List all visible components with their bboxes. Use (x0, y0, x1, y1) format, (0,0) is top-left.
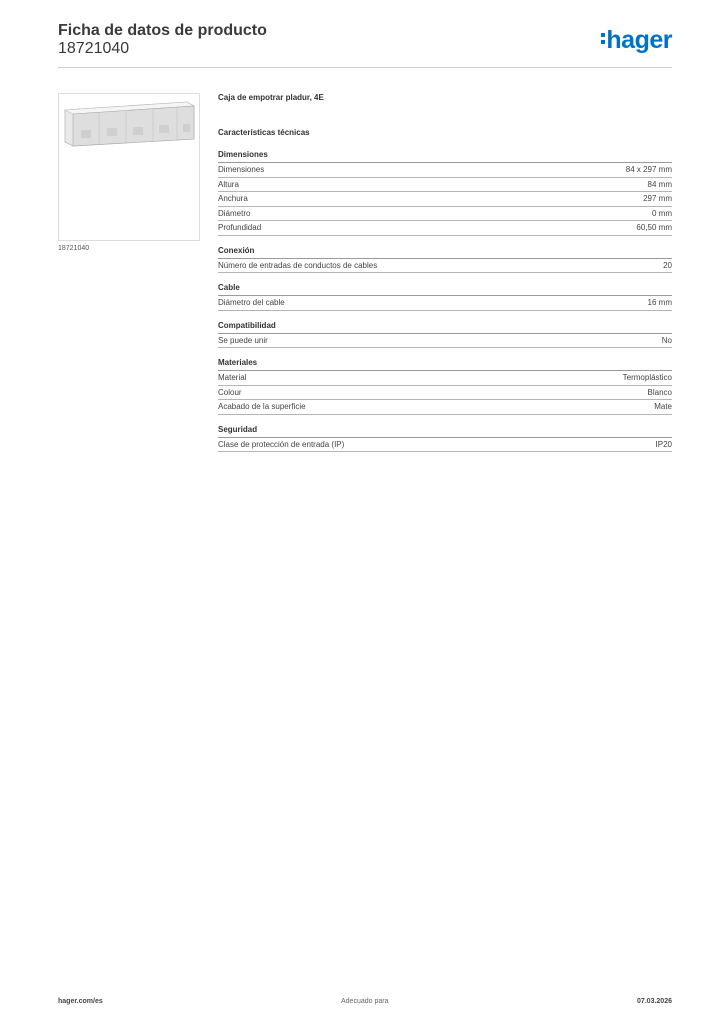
spec-row (218, 400, 672, 415)
product-details (218, 93, 672, 452)
group-materiales (218, 358, 672, 415)
group-compatibilidad (218, 321, 672, 349)
spec-label: Se puede unir (218, 335, 268, 345)
header-divider (58, 67, 672, 68)
spec-value: 60,50 mm (636, 223, 672, 232)
spec-value: Blanco (647, 387, 672, 397)
group-title: Conexión (218, 246, 672, 259)
spec-row (218, 178, 672, 193)
spec-label: Colour (218, 387, 242, 397)
spec-value: Mate (654, 402, 672, 411)
spec-value: Termoplástico (622, 373, 672, 382)
spec-label: Diámetro del cable (218, 298, 285, 307)
spec-label: Diámetro (218, 208, 251, 218)
group-title: Materiales (218, 358, 672, 371)
footer-date: 07.03.2026 (636, 998, 672, 1005)
group-dimensiones (218, 150, 672, 236)
spec-row (218, 371, 672, 386)
group-title: Seguridad (218, 425, 672, 438)
group-title: Dimensiones (218, 150, 672, 163)
spec-value: 20 (663, 260, 672, 270)
spec-row (218, 163, 672, 178)
spec-value: 16 mm (647, 298, 672, 307)
spec-value: 0 mm (652, 208, 672, 218)
technical-characteristics-heading: Características técnicas (218, 128, 310, 137)
spec-label: Clase de protección de entrada (IP) (218, 439, 345, 449)
spec-label: Altura (218, 179, 239, 189)
spec-value: 84 mm (647, 179, 672, 189)
spec-row (218, 259, 672, 274)
product-image (58, 93, 200, 241)
spec-row (218, 296, 672, 311)
spec-value: No (661, 335, 672, 345)
spec-row (218, 221, 672, 236)
spec-row (218, 207, 672, 222)
spec-label: Profundidad (218, 223, 262, 232)
group-title: Compatibilidad (218, 321, 672, 334)
logo-text: hager (606, 26, 672, 54)
group-seguridad (218, 425, 672, 453)
group-conexion (218, 246, 672, 274)
footer-suitable-for: Adecuado para (341, 998, 389, 1005)
spec-row (218, 438, 672, 453)
spec-label: Dimensiones (218, 165, 265, 174)
group-title: Cable (218, 283, 672, 296)
document-title: Ficha de datos de producto (58, 22, 267, 39)
spec-label: Material (218, 373, 247, 382)
page-header (58, 20, 672, 70)
product-number: 18721040 (58, 40, 130, 57)
image-caption: 18721040 (58, 245, 90, 252)
spec-row (218, 334, 672, 349)
spec-label: Anchura (218, 194, 248, 203)
logo-dots-icon (601, 30, 605, 47)
spec-value: IP20 (655, 439, 672, 449)
hager-logo (601, 26, 672, 55)
product-name: Caja de empotrar pladur, 4E (218, 93, 324, 102)
spec-label: Acabado de la superficie (218, 402, 306, 411)
spec-label: Número de entradas de conductos de cables (218, 260, 378, 270)
group-cable (218, 283, 672, 311)
spec-value: 297 mm (643, 194, 672, 203)
spec-value: 84 x 297 mm (625, 165, 672, 174)
footer-website-link[interactable]: hager.com/es (58, 998, 103, 1005)
spec-row (218, 386, 672, 401)
enclosure-box-illustration (59, 94, 199, 240)
spec-row (218, 192, 672, 207)
